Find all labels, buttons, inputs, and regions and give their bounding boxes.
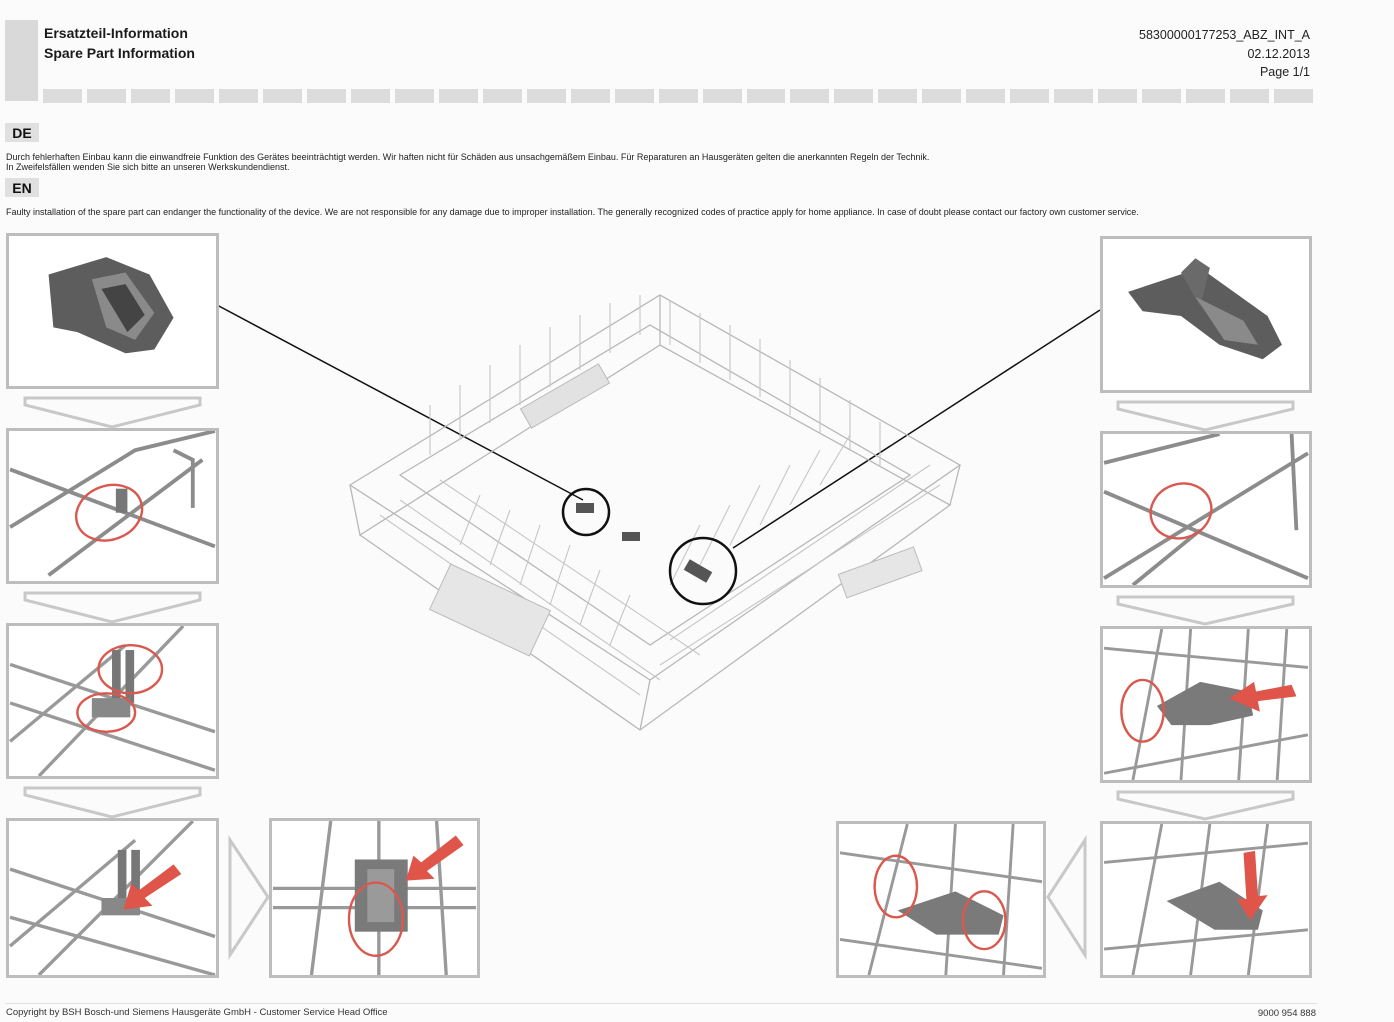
rack-wire-step2 — [9, 626, 216, 776]
notice-en-line1: Faulty installation of the spare part can endanger the functionality of the device. We are not responsible for any damage due to improper installation. The generally recognized codes of practice apply for home appliance. In case of doubt please contact our factory own customer service. — [6, 207, 1139, 217]
footer-part-number: 9000 954 888 — [1257, 1008, 1316, 1019]
rack-wire-step1 — [9, 431, 216, 581]
doc-date: 02.12.2013 — [1247, 47, 1310, 61]
panel-left-step4 — [269, 818, 480, 978]
rack-wire-step4 — [272, 821, 477, 975]
header-gray-block — [5, 20, 38, 101]
footer-divider — [5, 1003, 1317, 1004]
rack-wire-right-step3 — [1103, 824, 1309, 975]
notice-de-line2: In Zweifelsfällen wenden Sie sich bitte an unseren Werkskundendienst. — [6, 162, 290, 172]
doc-number: 58300000177253_ABZ_INT_A — [1139, 28, 1310, 42]
rack-diagram — [340, 285, 970, 750]
title-de: Ersatzteil-Information — [44, 25, 188, 41]
panel-right-step3 — [1100, 821, 1312, 978]
clip-part-icon — [9, 236, 216, 386]
lang-tag-de: DE — [5, 123, 39, 142]
clip-part-icon-right — [1103, 239, 1309, 390]
panel-left-part — [6, 233, 219, 389]
rack-wire-right-step1 — [1103, 434, 1309, 585]
panel-left-step2 — [6, 623, 219, 779]
panel-right-step1 — [1100, 431, 1312, 588]
title-en: Spare Part Information — [44, 45, 195, 61]
panel-left-step1 — [6, 428, 219, 584]
rack-wire-right-step2 — [1103, 629, 1309, 780]
panel-right-step4 — [836, 821, 1046, 978]
panel-right-step2 — [1100, 626, 1312, 783]
rack-wire-right-step4 — [839, 824, 1043, 975]
lang-tag-en: EN — [5, 178, 39, 197]
rack-wire-step3 — [9, 821, 216, 975]
header-divider-bars — [43, 89, 1313, 103]
footer-copyright: Copyright by BSH Bosch-und Siemens Hausgeräte GmbH - Customer Service Head Office — [6, 1007, 388, 1018]
notice-de-line1: Durch fehlerhaften Einbau kann die einwandfreie Funktion des Gerätes beeinträchtigt werden. Wir haften nicht für Schäden aus unsachgemäßem Einbau. Für Reparaturen an Hausgeräten gelten die anerkannten Regeln der Technik. — [6, 152, 930, 162]
page-number: Page 1/1 — [1259, 65, 1310, 79]
panel-right-part — [1100, 236, 1312, 393]
panel-left-step3 — [6, 818, 219, 978]
